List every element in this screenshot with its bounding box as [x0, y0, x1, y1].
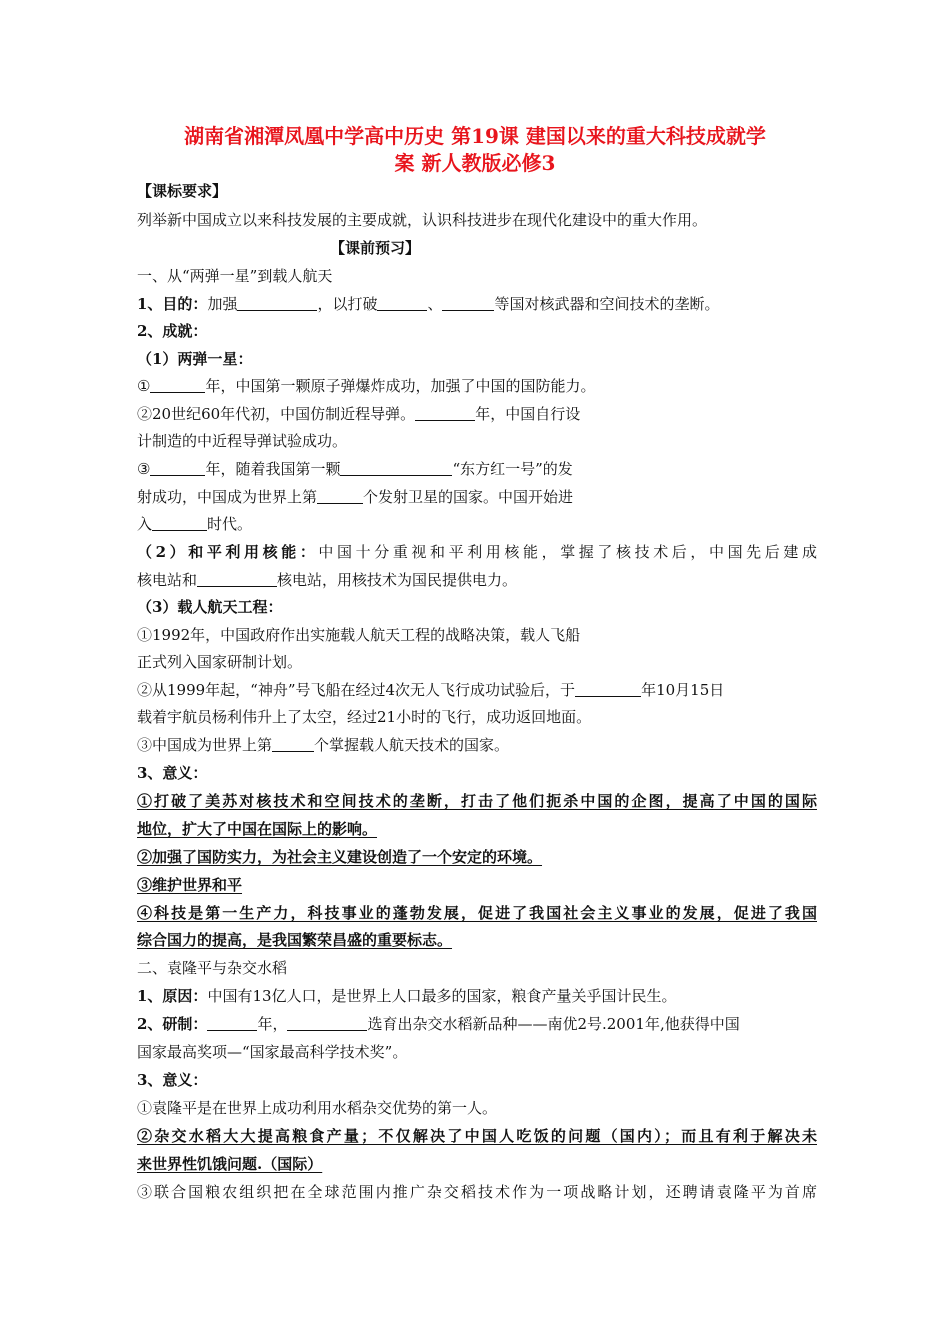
significance-item: ④科技是第一生产力，科技事业的蓬勃发展，促进了我国社会主义事业的发展，促进了我国 [137, 904, 817, 922]
significance-item-continued: 地位，扩大了中国在国际上的影响。 [137, 820, 378, 838]
fill-blank[interactable] [340, 460, 452, 476]
cause-line: 1、原因：中国有13亿人口，是世界上人口最多的国家，粮食产量关乎国计民生。 [137, 987, 677, 1005]
nuclear-energy-line: （2）和平利用核能：中国十分重视和平利用核能，掌握了核技术后，中国先后建成 [137, 543, 817, 561]
fill-blank[interactable] [287, 1015, 367, 1031]
significance-item: ①袁隆平是在世界上成功利用水稻杂交优势的第一人。 [137, 1099, 498, 1117]
fill-blank[interactable] [442, 295, 494, 311]
two-bombs-one-satellite-label: （1）两弹一星： [137, 350, 253, 368]
requirement-text: 列举新中国成立以来科技发展的主要成就，认识科技进步在现代化建设中的重大作用。 [137, 211, 708, 229]
list-item: ①1992年，中国政府作出实施载人航天工程的战略决策，载人飞船 [137, 626, 581, 644]
list-item-continued: 正式列入国家研制计划。 [137, 653, 303, 671]
fill-blank[interactable] [272, 736, 314, 752]
list-item: ③ 年，随着我国第一颗 “东方红一号”的发 [137, 460, 573, 478]
research-line: 2、研制： 年， 选育出杂交水稻新品种——南优2号.2001年,他获得中国 [137, 1015, 740, 1033]
achievement-label: 2、成就： [137, 322, 208, 340]
document-title-line1: 湖南省湘潭凤凰中学高中历史 第19课 建国以来的重大科技成就学 [184, 124, 766, 148]
manned-spaceflight-label: （3）载人航天工程： [137, 598, 283, 616]
list-item-continued: 计制造的中近程导弹试验成功。 [137, 432, 348, 450]
significance-label: 3、意义： [137, 1071, 208, 1089]
significance-item: ③联合国粮农组织把在全球范围内推广杂交稻技术作为一项战略计划，还聘请袁隆平为首席 [137, 1183, 817, 1201]
fill-blank[interactable] [152, 515, 207, 531]
fill-blank[interactable] [415, 405, 475, 421]
significance-item: ②杂交水稻大大提高粮食产量；不仅解决了中国人吃饭的问题（国内）；而且有利于解决未 [137, 1127, 817, 1145]
list-item: ③中国成为世界上第 个掌握载人航天技术的国家。 [137, 736, 510, 754]
goal-line: 1、目的：加强 ，以打破 、 等国对核武器和空间技术的垄断。 [137, 295, 720, 313]
list-item: ②20世纪60年代初，中国仿制近程导弹。 年，中国自行设 [137, 405, 581, 423]
significance-item: ①打破了美苏对核技术和空间技术的垄断，打击了他们扼杀中国的企图，提高了中国的国际 [137, 792, 817, 810]
significance-item-continued: 来世界性饥饿问题.（国际） [137, 1155, 323, 1173]
fill-blank[interactable] [317, 488, 363, 504]
significance-item: ③维护世界和平 [137, 876, 243, 894]
list-item-continued: 入 时代。 [137, 515, 253, 533]
list-item-continued: 载着宇航员杨利伟升上了太空，经过21小时的飞行，成功返回地面。 [137, 708, 592, 726]
significance-label: 3、意义： [137, 764, 208, 782]
fill-blank[interactable] [207, 1015, 257, 1031]
research-line-continued: 国家最高奖项—“国家最高科学技术奖”。 [137, 1043, 408, 1061]
list-item: ②从1999年起，“神舟”号飞船在经过4次无人飞行成功试验后，于 年10月15日 [137, 681, 725, 699]
list-item-continued: 射成功，中国成为世界上第 个发射卫星的国家。中国开始进 [137, 488, 574, 506]
fill-blank[interactable] [377, 295, 427, 311]
requirement-heading: 【课标要求】 [137, 182, 228, 200]
list-item: ① 年，中国第一颗原子弹爆炸成功，加强了中国的国防能力。 [137, 377, 596, 395]
fill-blank[interactable] [575, 681, 641, 697]
goal-label: 1、目的： [137, 295, 208, 313]
fill-blank[interactable] [150, 377, 205, 393]
significance-item: ②加强了国防实力，为社会主义建设创造了一个安定的环境。 [137, 848, 543, 866]
preview-heading: 【课前预习】 [330, 239, 421, 257]
nuclear-energy-line-cont: 核电站和 核电站，用核技术为国民提供电力。 [137, 571, 518, 589]
document-title-line2: 案 新人教版必修3 [394, 151, 556, 175]
section2-heading: 二、袁隆平与杂交水稻 [137, 959, 288, 977]
fill-blank[interactable] [150, 460, 205, 476]
fill-blank[interactable] [197, 571, 277, 587]
section1-heading: 一、从“两弹一星”到载人航天 [137, 267, 333, 285]
significance-item-continued: 综合国力的提高，是我国繁荣昌盛的重要标志。 [137, 931, 453, 949]
fill-blank[interactable] [237, 295, 317, 311]
